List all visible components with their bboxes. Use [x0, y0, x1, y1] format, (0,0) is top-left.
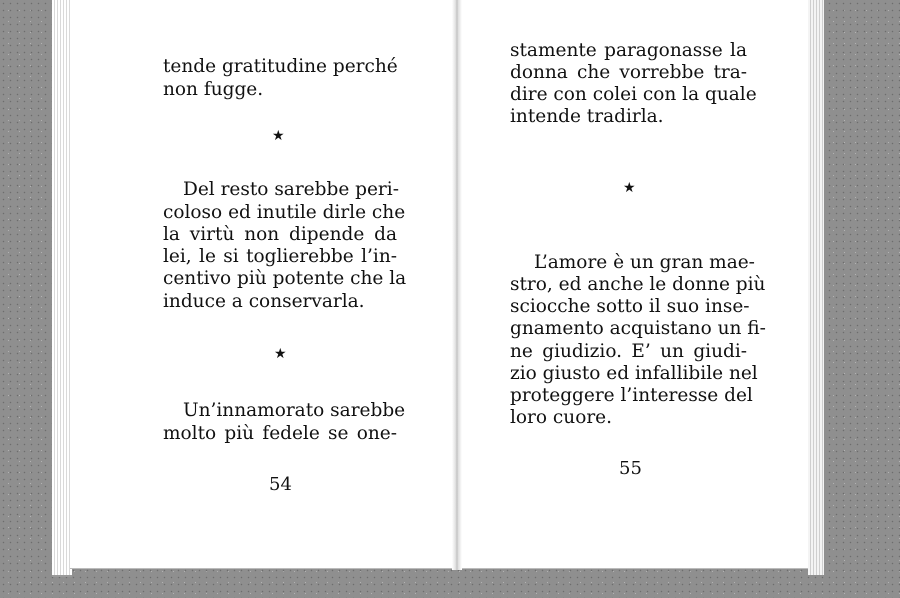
separator-star: ★: [272, 128, 285, 144]
separator-star: ★: [623, 180, 636, 196]
text-line: la virtù non dipende da: [163, 224, 397, 245]
page-number: 54: [269, 474, 292, 495]
text-line: coloso ed inutile dirle che: [163, 202, 406, 223]
text-line: sciocche sotto il suo inse-: [510, 296, 750, 317]
text-line: ne giudizio. E’ un giudi-: [510, 341, 747, 362]
text-line: stamente paragonasse la: [510, 40, 747, 61]
text-line: L’amore è un gran mae-: [534, 252, 755, 273]
text-line: Del resto sarebbe peri-: [183, 179, 399, 200]
text-line: induce a conservarla.: [163, 291, 365, 312]
text-line: centivo più potente che la: [163, 268, 407, 289]
text-line: proteggere l’interesse del: [510, 385, 753, 406]
text-line: lei, le si toglierebbe l’in-: [163, 246, 397, 267]
page-number: 55: [619, 458, 642, 479]
text-line: intende tradirla.: [510, 106, 664, 127]
text-line: tende gratitudine perché: [163, 56, 398, 77]
text-line: zio giusto ed infallibile nel: [510, 363, 758, 384]
book-gutter: [452, 0, 462, 570]
text-line: gnamento acquistano un fi-: [510, 318, 766, 339]
page-stack-right: [808, 0, 824, 575]
text-line: stro, ed anche le donne più: [510, 274, 766, 295]
text-line: dire con colei con la quale: [510, 84, 757, 105]
text-line: non fugge.: [163, 79, 264, 100]
separator-star: ★: [274, 346, 287, 362]
page-stack-left: [52, 0, 72, 577]
text-line: donna che vorrebbe tra-: [510, 62, 747, 83]
text-line: molto più fedele se one-: [163, 423, 397, 444]
text-line: loro cuore.: [510, 407, 613, 428]
text-line: Un’innamorato sarebbe: [183, 400, 406, 421]
